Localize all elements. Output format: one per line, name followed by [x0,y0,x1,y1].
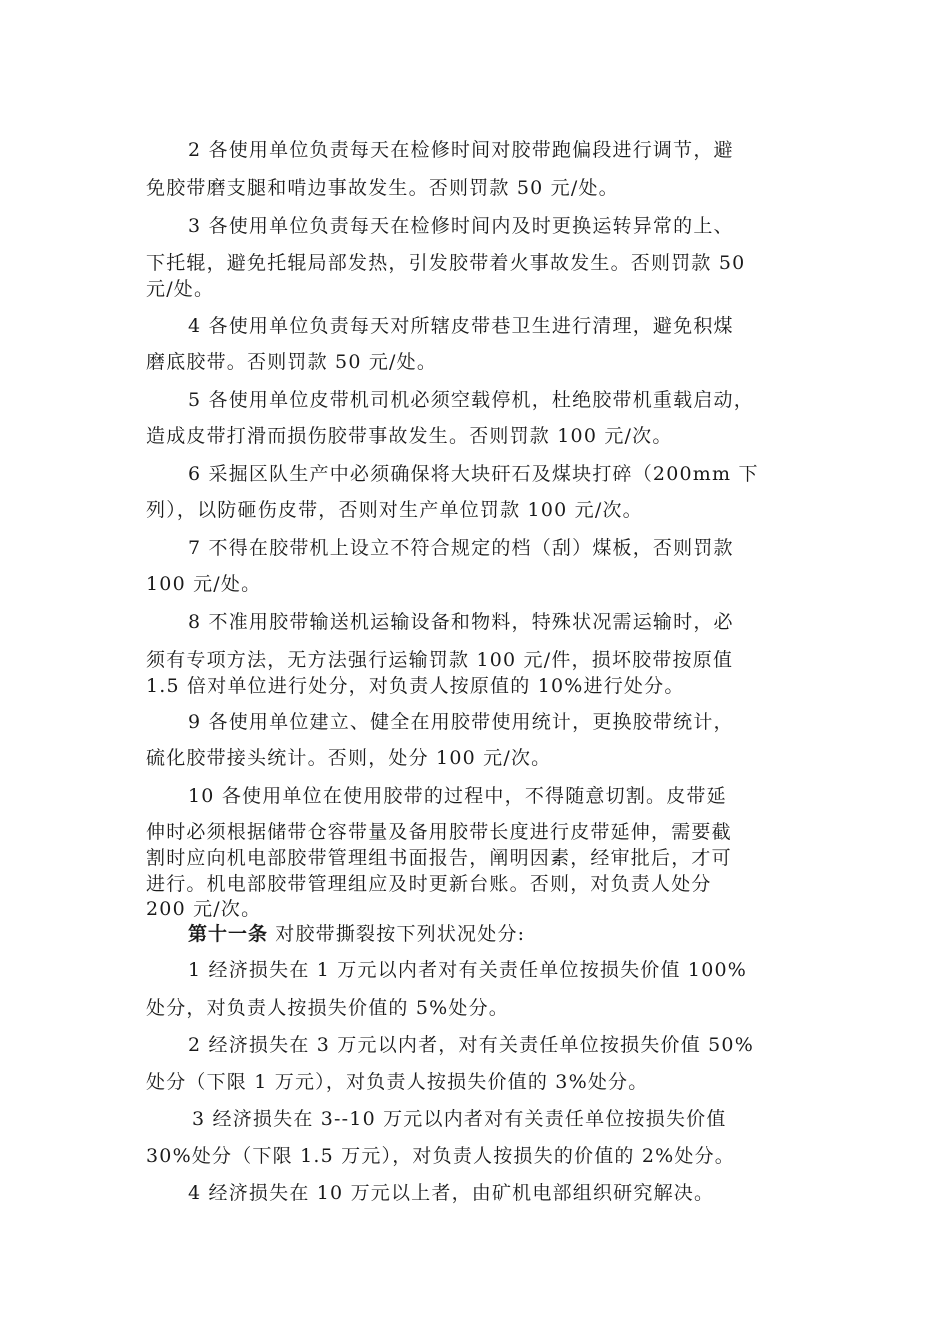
para-line: 元/处。 [146,278,215,300]
para-line: 4 经济损失在 10 万元以上者，由矿机电部组织研究解决。 [188,1182,715,1204]
para-line: 须有专项方法，无方法强行运输罚款 100 元/件，损坏胶带按原值 [146,649,734,671]
para-line: 割时应向机电部胶带管理组书面报告，阐明因素，经审批后，才可 [146,847,732,869]
para-line: 6 采掘区队生产中必须确保将大块矸石及煤块打碎（200mm 下 [188,463,759,485]
article-heading-line [188,922,816,946]
para-line: 30%处分（下限 1.5 万元），对负责人按损失的价值的 2%处分。 [146,1145,736,1167]
para-line: 9 各使用单位建立、健全在用胶带使用统计，更换胶带统计， [188,711,734,733]
para-line: 伸时必须根据储带仓容带量及备用胶带长度进行皮带延伸，需要截 [146,821,732,843]
para-line: 200 元/次。 [146,898,262,920]
para-line: 免胶带磨支腿和啃边事故发生。否则罚款 50 元/处。 [146,177,619,199]
para-line: 1.5 倍对单位进行处分，对负责人按原值的 10%进行处分。 [146,675,685,697]
article-heading: 第十一条 [188,923,269,945]
para-line: 4 各使用单位负责每天对所辖皮带巷卫生进行清理，避免积煤 [188,315,734,337]
para-line: 硫化胶带接头统计。否则，处分 100 元/次。 [146,747,552,769]
para-line: 处分（下限 1 万元），对负责人按损失价值的 3%处分。 [146,1071,649,1093]
para-line: 3 各使用单位负责每天在检修时间内及时更换运转异常的上、 [188,215,734,237]
para-line: 2 经济损失在 3 万元以内者，对有关责任单位按损失价值 50% [188,1034,754,1056]
para-line: 3 经济损失在 3--10 万元以内者对有关责任单位按损失价值 [192,1108,727,1130]
para-line: 10 各使用单位在使用胶带的过程中，不得随意切割。皮带延 [188,785,727,807]
para-line: 2 各使用单位负责每天在检修时间对胶带跑偏段进行调节，避 [188,139,734,161]
para-line: 7 不得在胶带机上设立不符合规定的档（刮）煤板，否则罚款 [188,537,734,559]
para-line: 5 各使用单位皮带机司机必须空载停机，杜绝胶带机重载启动， [188,389,754,411]
para-line: 处分，对负责人按损失价值的 5%处分。 [146,997,509,1019]
para-line: 1 经济损失在 1 万元以内者对有关责任单位按损失价值 100% [188,959,748,981]
para-line: 进行。机电部胶带管理组应及时更新台账。否则，对负责人处分 [146,873,712,895]
para-line: 8 不准用胶带输送机运输设备和物料，特殊状况需运输时，必 [188,611,734,633]
para-line: 列），以防砸伤皮带，否则对生产单位罚款 100 元/次。 [146,499,643,521]
para-line: 下托辊，避免托辊局部发热，引发胶带着火事故发生。否则罚款 50 [146,252,746,274]
para-line: 造成皮带打滑而损伤胶带事故发生。否则罚款 100 元/次。 [146,425,673,447]
para-line: 磨底胶带。否则罚款 50 元/处。 [146,351,438,373]
article-text: 对胶带撕裂按下列状况处分: [268,923,526,945]
para-line: 100 元/处。 [146,573,262,595]
